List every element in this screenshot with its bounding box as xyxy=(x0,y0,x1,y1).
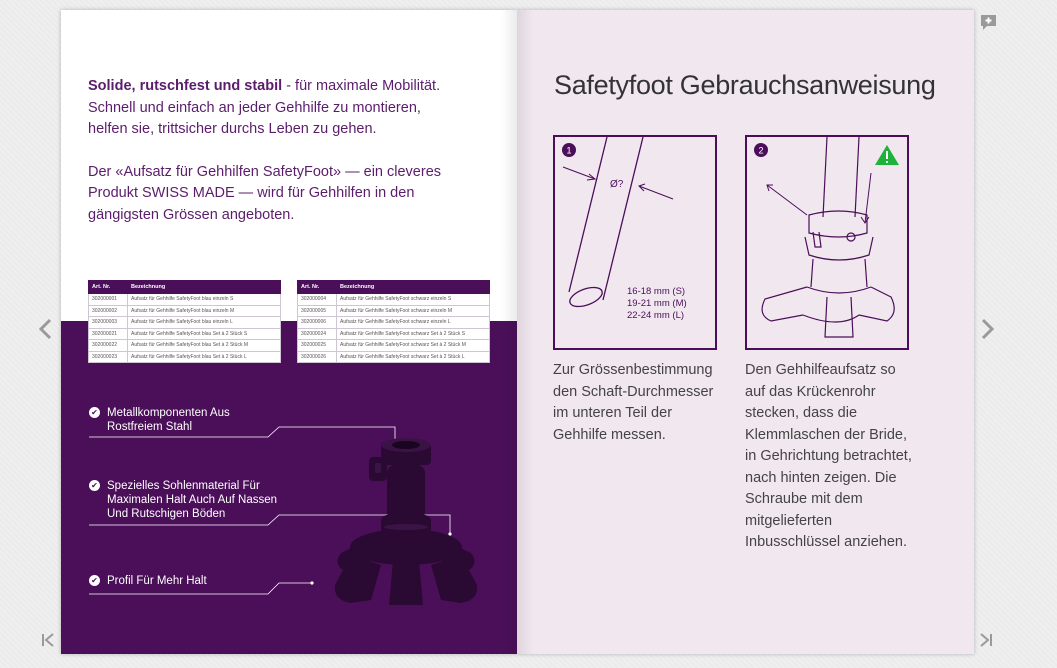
step-1-illustration xyxy=(553,135,717,350)
first-page-icon[interactable] xyxy=(41,632,55,648)
safetyfoot-product-image xyxy=(331,435,481,610)
description-cell: Aufsatz für Gehhilfe SafetyFoot schwarz Set à 2 Stück L xyxy=(337,351,490,363)
column-header: Bezeichnung xyxy=(337,281,490,294)
feature-label: Spezielles Sohlenmaterial Für Maximalen Halt Auch Auf Nassen Und Rutschigen Böden xyxy=(107,480,278,520)
add-note-icon[interactable] xyxy=(980,14,997,31)
description-cell: Aufsatz für Gehhilfe SafetyFoot blau Set à 2 Stück M xyxy=(128,340,281,352)
checkmark-icon: ✔ xyxy=(89,575,100,586)
article-number-cell: 302000021 xyxy=(89,328,128,340)
checkmark-icon: ✔ xyxy=(89,407,100,418)
article-number-cell: 302000023 xyxy=(89,351,128,363)
intro-rest: - für maximale Mobilität. Schnell und einfach an jeder Gehhilfe zu montieren, helfen sie, trittsicher durchs Leben zu gehen. xyxy=(88,78,441,137)
article-number-cell: 302000006 xyxy=(298,317,337,329)
step-number: 1 xyxy=(566,145,572,156)
brochure-spread xyxy=(61,10,974,654)
description-cell: Aufsatz für Gehhilfe SafetyFoot blau Set à 2 Stück S xyxy=(128,328,281,340)
description-cell: Aufsatz für Gehhilfe SafetyFoot schwarz einzeln L xyxy=(337,317,490,329)
article-number-cell: 302000003 xyxy=(89,317,128,329)
intro-bold: Solide, rutschfest und stabil xyxy=(88,78,283,94)
description-cell: Aufsatz für Gehhilfe SafetyFoot schwarz einzeln M xyxy=(337,305,490,317)
step-1-caption: Zur Grössenbestimmung den Schaft-Durchmesser im unteren Teil der Gehhilfe messen. xyxy=(553,362,714,443)
size-label: 19-21 mm (M) xyxy=(627,298,687,309)
intro-paragraph-2: Der «Aufsatz für Gehhilfen SafetyFoot» — ein cleveres Produkt SWISS MADE — wird für Gehhilfen in den gängigsten Grössen angeboten. xyxy=(88,163,442,223)
description-cell: Aufsatz für Gehhilfe SafetyFoot blau Set à 2 Stück L xyxy=(128,351,281,363)
right-page[interactable] xyxy=(517,10,974,654)
chevron-right-icon[interactable] xyxy=(981,318,995,340)
column-header: Art. Nr. xyxy=(298,281,337,294)
column-header: Art. Nr. xyxy=(89,281,128,294)
article-number-cell: 302000024 xyxy=(298,328,337,340)
size-label: 16-18 mm (S) xyxy=(627,286,686,297)
last-page-icon[interactable] xyxy=(979,632,993,648)
article-number-cell: 302000004 xyxy=(298,294,337,306)
article-number-cell: 302000002 xyxy=(89,305,128,317)
description-cell: Aufsatz für Gehhilfe SafetyFoot blau einzeln M xyxy=(128,305,281,317)
step-2-caption: Den Gehhilfeaufsatz so auf das Krückenrohr stecken, dass die Klemmlaschen der Bride, in Gehrichtung betrachtet, nach hinten zeigen. Die Schraube mit dem mitgelieferten Inbusschlüssel anziehen. xyxy=(745,362,912,550)
description-cell: Aufsatz für Gehhilfe SafetyFoot schwarz Set à 2 Stück M xyxy=(337,340,490,352)
article-number-cell: 302000001 xyxy=(89,294,128,306)
checkmark-icon: ✔ xyxy=(89,480,100,491)
article-number-cell: 302000005 xyxy=(298,305,337,317)
description-cell: Aufsatz für Gehhilfe SafetyFoot schwarz einzeln S xyxy=(337,294,490,306)
size-label: 22-24 mm (L) xyxy=(627,310,685,321)
article-number-cell: 302000026 xyxy=(298,351,337,363)
description-cell: Aufsatz für Gehhilfe SafetyFoot schwarz Set à 2 Stück S xyxy=(337,328,490,340)
article-number-cell: 302000022 xyxy=(89,340,128,352)
left-page[interactable] xyxy=(61,10,517,654)
warning-triangle-icon xyxy=(875,145,899,165)
step-2-illustration xyxy=(745,135,909,350)
step-number: 2 xyxy=(758,145,764,156)
feature-label: Profil Für Mehr Halt xyxy=(107,575,207,587)
diameter-label: Ø? xyxy=(610,179,624,190)
page-title: Safetyfoot Gebrauchsanweisung xyxy=(554,70,936,100)
chevron-left-icon[interactable] xyxy=(38,318,52,340)
article-number-cell: 302000025 xyxy=(298,340,337,352)
column-header: Bezeichnung xyxy=(128,281,281,294)
feature-label: Metallkomponenten Aus Rostfreiem Stahl xyxy=(107,407,230,433)
description-cell: Aufsatz für Gehhilfe SafetyFoot blau einzeln L xyxy=(128,317,281,329)
description-cell: Aufsatz für Gehhilfe SafetyFoot blau einzeln S xyxy=(128,294,281,306)
